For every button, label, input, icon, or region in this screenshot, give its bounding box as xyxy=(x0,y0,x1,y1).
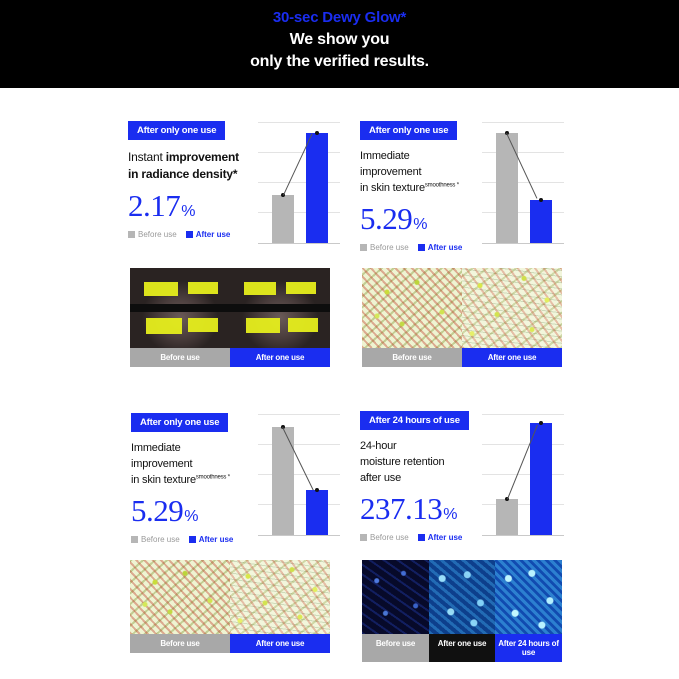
panel-2-claim-line1: Immediate xyxy=(360,150,410,162)
photo-moisture-after-one-use xyxy=(429,560,495,634)
chart-skin-texture-1 xyxy=(482,122,564,244)
panel-1-claim-line2: in radiance density* xyxy=(128,167,238,182)
legend-label-after: After use xyxy=(198,534,234,544)
point-after xyxy=(539,198,543,202)
legend-swatch-after xyxy=(186,231,193,238)
caption-after: After one use xyxy=(230,348,330,367)
photo-row xyxy=(362,560,562,634)
panel-3-tag: After only one use xyxy=(131,413,228,432)
caption-row xyxy=(130,348,330,367)
caption-after-24-hours: After 24 hours of use xyxy=(495,634,562,662)
caption-before: Before use xyxy=(130,348,230,367)
caption-row xyxy=(362,348,562,367)
photo-moisture-after-24h xyxy=(495,560,562,634)
photo-skin-before xyxy=(130,560,230,634)
legend-swatch-after xyxy=(418,244,425,251)
chart-skin-texture-2 xyxy=(258,414,340,536)
photos-face-comparison xyxy=(130,268,330,367)
photo-row xyxy=(130,268,330,348)
bar-after xyxy=(530,200,552,243)
panel-3-value-number: 5.29 xyxy=(131,492,184,528)
point-after xyxy=(315,488,319,492)
caption-before: Before use xyxy=(362,348,462,367)
panel-3-value-percent: % xyxy=(184,507,198,525)
photo-row xyxy=(130,560,330,634)
photo-skin-after xyxy=(230,560,330,634)
caption-row xyxy=(362,634,562,662)
panel-1-tag: After only one use xyxy=(128,121,225,140)
legend-label-before: Before use xyxy=(370,242,409,252)
photo-row xyxy=(362,268,562,348)
legend-label-after: After use xyxy=(195,229,231,239)
panel-1-claim-line1-b: improvement xyxy=(165,150,239,164)
panel-1-value-percent: % xyxy=(181,202,195,220)
legend-swatch-after xyxy=(189,536,196,543)
bar-before xyxy=(496,499,518,535)
bar-after xyxy=(306,490,328,535)
photo-skin-after xyxy=(462,268,562,348)
panel-1-claim-line1-a: Instant xyxy=(128,150,166,164)
panel-4-claim-line2: moisture retention xyxy=(360,455,445,468)
bar-after xyxy=(530,423,552,535)
panel-2-value-percent: % xyxy=(413,215,427,233)
legend-label-before: Before use xyxy=(138,229,177,239)
caption-before: Before use xyxy=(362,634,429,662)
legend-swatch-before xyxy=(131,536,138,543)
photos-moisture-comparison xyxy=(362,560,562,662)
panel-2-claim-line3: in skin texture xyxy=(360,181,425,194)
header-eyebrow: 30-sec Dewy Glow* xyxy=(272,9,407,26)
legend-label-after: After use xyxy=(427,242,463,252)
caption-after: After one use xyxy=(230,634,330,653)
legend-label-after: After use xyxy=(427,532,463,542)
panel-3-claim-line1: Immediate xyxy=(131,442,181,454)
point-after xyxy=(315,131,319,135)
panel-4-claim-line3: after use xyxy=(360,471,402,484)
panel-3-claim-line3: in skin texture xyxy=(131,473,196,486)
panel-2-legend xyxy=(360,243,550,252)
header-banner xyxy=(0,0,679,88)
panel-2-value-number: 5.29 xyxy=(360,200,413,236)
legend-label-before: Before use xyxy=(141,534,180,544)
panel-2-claim-sup: smoothness * xyxy=(424,182,459,189)
panel-3-legend xyxy=(131,535,321,544)
panel-3-claim-sup: smoothness * xyxy=(195,474,230,481)
chart-radiance-density xyxy=(258,122,340,244)
bar-after xyxy=(306,133,328,243)
panel-3-claim-line2: improvement xyxy=(131,457,193,470)
legend-swatch-before xyxy=(128,231,135,238)
panel-4-claim-line1: 24-hour xyxy=(360,440,397,452)
panel-4-value-percent: % xyxy=(443,505,457,523)
photo-moisture-before xyxy=(362,560,429,634)
panel-1-value-number: 2.17 xyxy=(128,187,181,223)
photo-skin-before xyxy=(362,268,462,348)
legend-label-before: Before use xyxy=(370,532,409,542)
legend-swatch-after xyxy=(418,534,425,541)
panel-4-value-number: 237.13 xyxy=(360,490,443,526)
caption-after: After one use xyxy=(462,348,562,367)
panel-2-tag: After only one use xyxy=(360,121,457,140)
caption-row xyxy=(130,634,330,653)
photo-face-after xyxy=(230,268,330,348)
photo-face-before xyxy=(130,268,230,348)
panel-2-claim-line2: improvement xyxy=(360,165,422,178)
header-title-line-1: We show you xyxy=(289,31,390,48)
bar-before xyxy=(272,195,294,243)
photos-skin-texture-1 xyxy=(362,268,562,367)
caption-after-one-use: After one use xyxy=(429,634,495,662)
panel-4-tag: After 24 hours of use xyxy=(360,411,469,430)
legend-swatch-before xyxy=(360,244,367,251)
header-title-line-2: only the verified results. xyxy=(250,53,429,70)
photos-skin-texture-2 xyxy=(130,560,330,653)
legend-swatch-before xyxy=(360,534,367,541)
caption-before: Before use xyxy=(130,634,230,653)
point-after xyxy=(539,421,543,425)
chart-moisture-retention xyxy=(482,414,564,536)
